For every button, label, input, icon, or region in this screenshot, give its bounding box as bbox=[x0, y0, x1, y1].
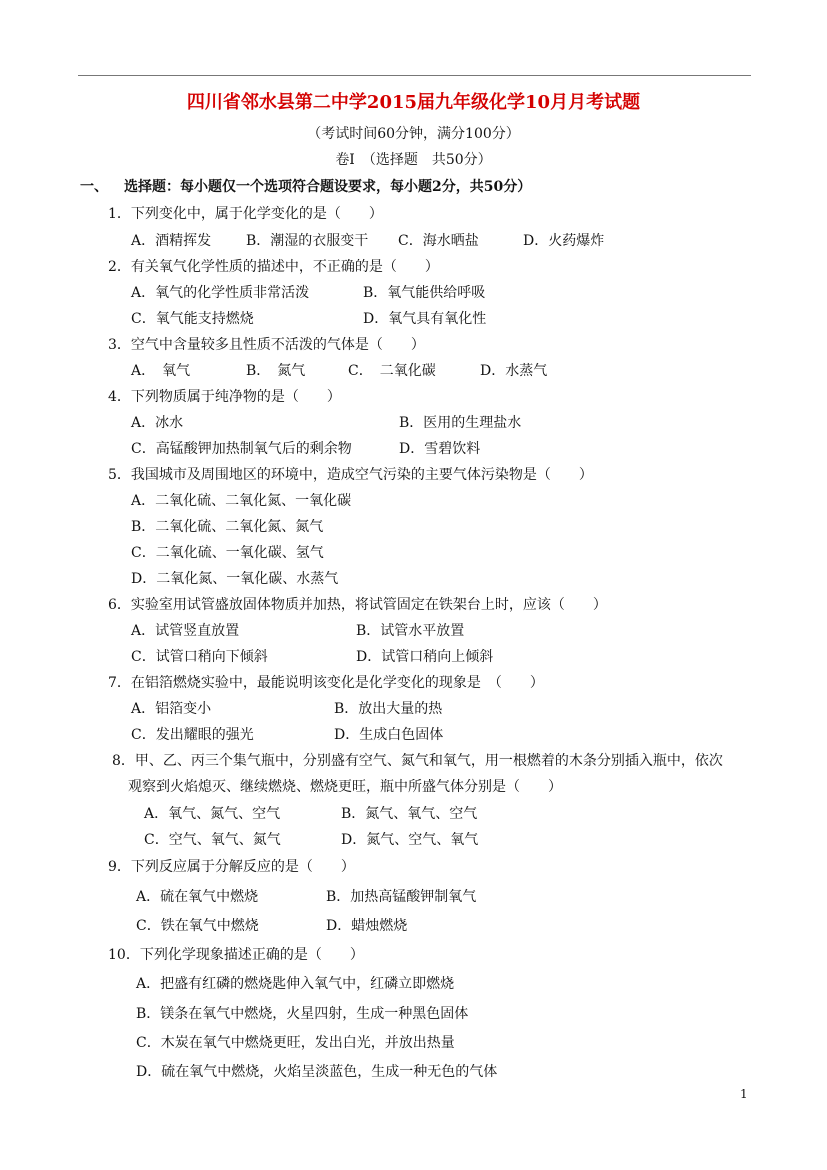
option: B．医用的生理盐水 bbox=[399, 415, 522, 431]
option: B．潮湿的衣服变干 bbox=[246, 233, 369, 249]
option: A．冰水 bbox=[131, 415, 184, 431]
option: A． 氧气 bbox=[131, 363, 191, 379]
option: A．铝箔变小 bbox=[131, 701, 212, 717]
option: C．海水晒盐 bbox=[398, 233, 479, 249]
option: D．蜡烛燃烧 bbox=[326, 918, 408, 934]
option: C．氧气能支持燃烧 bbox=[131, 311, 254, 327]
volume-label: 卷I （选择题 共50分） bbox=[335, 152, 492, 168]
option: C．试管口稍向下倾斜 bbox=[131, 649, 268, 665]
option: A．二氧化硫、二氧化氮、一氧化碳 bbox=[131, 493, 352, 509]
question-stem: 3．空气中含量较多且性质不活泼的气体是（ ） bbox=[108, 337, 425, 353]
option: B．氧气能供给呼吸 bbox=[363, 285, 486, 301]
option: D．二氧化氮、一氧化碳、水蒸气 bbox=[131, 571, 339, 587]
question-stem-continued: 观察到火焰熄灭、继续燃烧、燃烧更旺，瓶中所盛气体分别是（ ） bbox=[128, 779, 562, 795]
option: C．高锰酸钾加热制氧气后的剩余物 bbox=[131, 441, 352, 457]
option: D．水蒸气 bbox=[480, 363, 548, 379]
option: C．空气、氧气、氮气 bbox=[144, 832, 281, 848]
option: B．加热高锰酸钾制氧气 bbox=[326, 889, 477, 905]
option: C．木炭在氧气中燃烧更旺，发出白光，并放出热量 bbox=[136, 1035, 455, 1051]
option: B．氮气、氧气、空气 bbox=[341, 806, 478, 822]
page-number: 1 bbox=[740, 1087, 748, 1101]
header-rule bbox=[78, 75, 751, 76]
option: B．二氧化硫、二氧化氮、氮气 bbox=[131, 519, 324, 535]
question-stem: 5．我国城市及周围地区的环境中，造成空气污染的主要气体污染物是（ ） bbox=[108, 467, 593, 483]
option: A．氧气的化学性质非常活泼 bbox=[131, 285, 310, 301]
question-stem: 6．实验室用试管盛放固体物质并加热，将试管固定在铁架台上时，应该（ ） bbox=[108, 597, 607, 613]
question-stem: 4．下列物质属于纯净物的是（ ） bbox=[108, 389, 341, 405]
option: A．酒精挥发 bbox=[131, 233, 212, 249]
section-heading: 选择题：每小题仅一个选项符合题设要求，每小题2分，共50分） bbox=[124, 179, 532, 195]
option: C．铁在氧气中燃烧 bbox=[136, 918, 259, 934]
option: C． 二氧化碳 bbox=[348, 363, 436, 379]
option: D．雪碧饮料 bbox=[399, 441, 481, 457]
question-stem: 1．下列变化中，属于化学变化的是（ ） bbox=[108, 206, 383, 222]
question-stem: 7．在铝箔燃烧实验中，最能说明该变化是化学变化的现象是 （ ） bbox=[108, 675, 544, 691]
option: B．镁条在氧气中燃烧，火星四射，生成一种黑色固体 bbox=[136, 1006, 469, 1022]
page-title: 四川省邻水县第二中学2015届九年级化学10月月考试题 bbox=[186, 92, 641, 113]
option: D．氮气、空气、氧气 bbox=[341, 832, 479, 848]
option: C．发出耀眼的强光 bbox=[131, 727, 254, 743]
option: B．试管水平放置 bbox=[356, 623, 465, 639]
question-stem: 8．甲、乙、丙三个集气瓶中，分别盛有空气、氮气和氧气，用一根燃着的木条分别插入瓶中，依次 bbox=[112, 753, 723, 769]
option: A．硫在氧气中燃烧 bbox=[136, 889, 259, 905]
section-number: 一、 bbox=[80, 179, 108, 195]
question-stem: 2．有关氧气化学性质的描述中，不正确的是（ ） bbox=[108, 259, 439, 275]
question-stem: 10．下列化学现象描述正确的是（ ） bbox=[108, 947, 364, 963]
option: D．试管口稍向上倾斜 bbox=[356, 649, 494, 665]
question-stem: 9．下列反应属于分解反应的是（ ） bbox=[108, 859, 355, 875]
option: A．氧气、氮气、空气 bbox=[144, 806, 281, 822]
option: D．氧气具有氧化性 bbox=[363, 311, 487, 327]
option: D．硫在氧气中燃烧，火焰呈淡蓝色，生成一种无色的气体 bbox=[136, 1064, 498, 1080]
option: A．把盛有红磷的燃烧匙伸入氧气中，红磷立即燃烧 bbox=[136, 976, 455, 992]
exam-info: （考试时间60分钟，满分100分） bbox=[307, 126, 520, 142]
option: D．火药爆炸 bbox=[523, 233, 605, 249]
option: B． 氮气 bbox=[246, 363, 306, 379]
option: A．试管竖直放置 bbox=[131, 623, 240, 639]
option: B．放出大量的热 bbox=[334, 701, 443, 717]
option: C．二氧化硫、一氧化碳、氢气 bbox=[131, 545, 324, 561]
option: D．生成白色固体 bbox=[334, 727, 444, 743]
